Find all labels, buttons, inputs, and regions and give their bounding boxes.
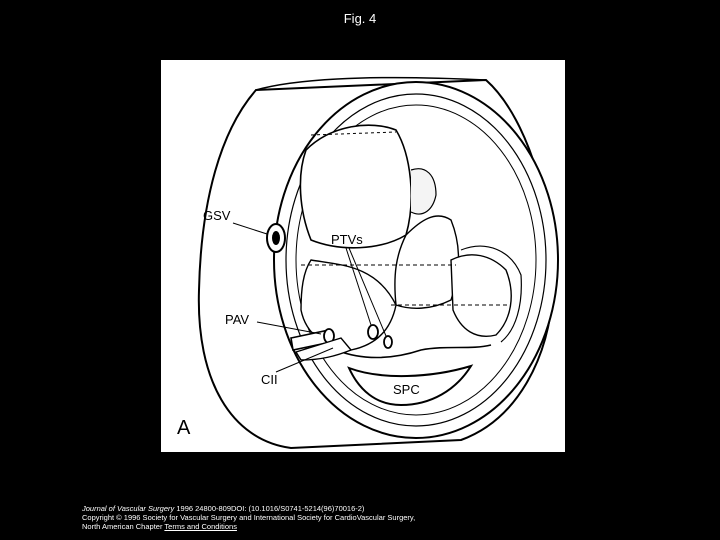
ptv-vessel: [368, 325, 378, 339]
spc-label: SPC: [393, 382, 420, 397]
citation-text: 1996 24800-809DOI: (10.1016/S0741-5214(96)70016-2): [174, 504, 365, 513]
ptvs-label: PTVs: [331, 232, 363, 247]
journal-name[interactable]: Journal of Vascular Surgery: [82, 504, 175, 513]
copyright-line: Copyright © 1996 Society for Vascular Surgery and International Society for CardioVascular Surgery,: [82, 513, 416, 522]
publisher-line: [82, 522, 702, 531]
anterior-compartment: [300, 125, 411, 248]
figure-caption: [82, 504, 702, 531]
gsv-vessel-inner: [272, 231, 280, 245]
leg-cross-section-figure: [161, 60, 565, 452]
publisher-text: North American Chapter: [82, 522, 163, 531]
panel-letter-label: A: [177, 417, 191, 439]
pav-label: PAV: [225, 312, 250, 327]
ptv-vessel: [384, 336, 392, 348]
terms-link[interactable]: Terms and Conditions: [164, 522, 237, 531]
slide-title: Fig. 4: [343, 11, 377, 26]
gsv-label: GSV: [203, 208, 231, 223]
cii-label: CII: [261, 372, 278, 387]
citation-line: [82, 504, 702, 513]
leg-cross-section-drawing: [161, 60, 565, 452]
